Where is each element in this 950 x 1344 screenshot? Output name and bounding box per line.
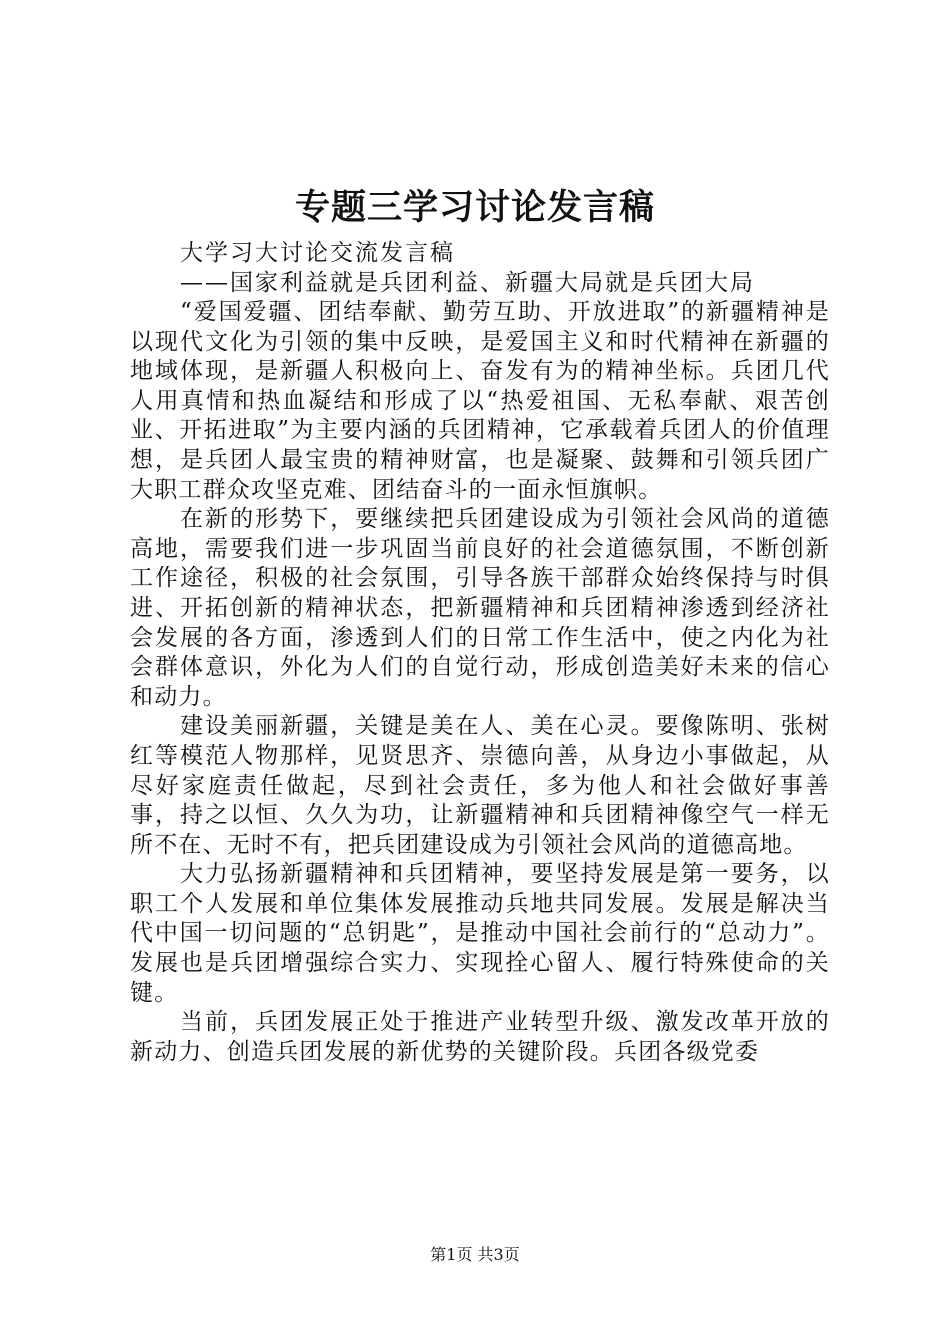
paragraph-2: 在新的形势下，要继续把兵团建设成为引领社会风尚的道德高地，需要我们进一步巩固当前良好的社会道德氛围，不断创新工作途径，积极的社会氛围，引导各族干部群众始终保持与时俱进、开拓创新的精神状态，把新疆精神和兵团精神渗透到经济社会发展的各方面，渗透到人们的日常工作生活中，使之内化为社会群体意识，外化为人们的自觉行动，形成创造美好未来的信心和动力。 bbox=[130, 506, 830, 710]
subtitle-block bbox=[130, 238, 760, 298]
document-title: 专题三学习讨论发言稿 bbox=[294, 187, 655, 228]
page-number-footer: 第1页 共3页 bbox=[430, 1245, 520, 1264]
paragraph-4: 大力弘扬新疆精神和兵团精神，要坚持发展是第一要务，以职工个人发展和单位集体发展推动兵地共同发展。发展是解决当代中国一切问题的“总钥匙”，是推动中国社会前行的“总动力”。发展也是兵团增强综合实力、实现拴心留人、履行特殊使命的关键。 bbox=[130, 861, 830, 1006]
subtitle-line-2: ——国家利益就是兵团利益、新疆大局就是兵团大局 bbox=[180, 270, 755, 296]
paragraph-1: “爱国爱疆、团结奉献、勤劳互助、开放进取”的新疆精神是以现代文化为引领的集中反映，是爱国主义和时代精神在新疆的地域体现，是新疆人积极向上、奋发有为的精神坐标。兵团几代人用真情和热血凝结和形成了以“热爱祖国、无私奉献、艰苦创业、开拓进取”为主要内涵的兵团精神，它承载着兵团人的价值理想，是兵团人最宝贵的精神财富，也是凝聚、鼓舞和引领兵团广大职工群众攻坚克难、团结奋斗的一面永恒旗帜。 bbox=[130, 299, 830, 503]
subtitle-line-1: 大学习大讨论交流发言稿 bbox=[180, 240, 455, 266]
paragraph-3: 建设美丽新疆，关键是美在人、美在心灵。要像陈明、张树红等模范人物那样，见贤思齐、崇德向善，从身边小事做起，从尽好家庭责任做起，尽到社会责任，多为他人和社会做好事善事，持之以恒、久久为功，让新疆精神和兵团精神像空气一样无所不在、无时不有，把兵团建设成为引领社会风尚的道德高地。 bbox=[130, 713, 830, 858]
paragraph-5: 当前，兵团发展正处于推进产业转型升级、激发改革开放的新动力、创造兵团发展的新优势的关键阶段。兵团各级党委 bbox=[130, 1009, 830, 1065]
document-body bbox=[130, 238, 830, 1067]
